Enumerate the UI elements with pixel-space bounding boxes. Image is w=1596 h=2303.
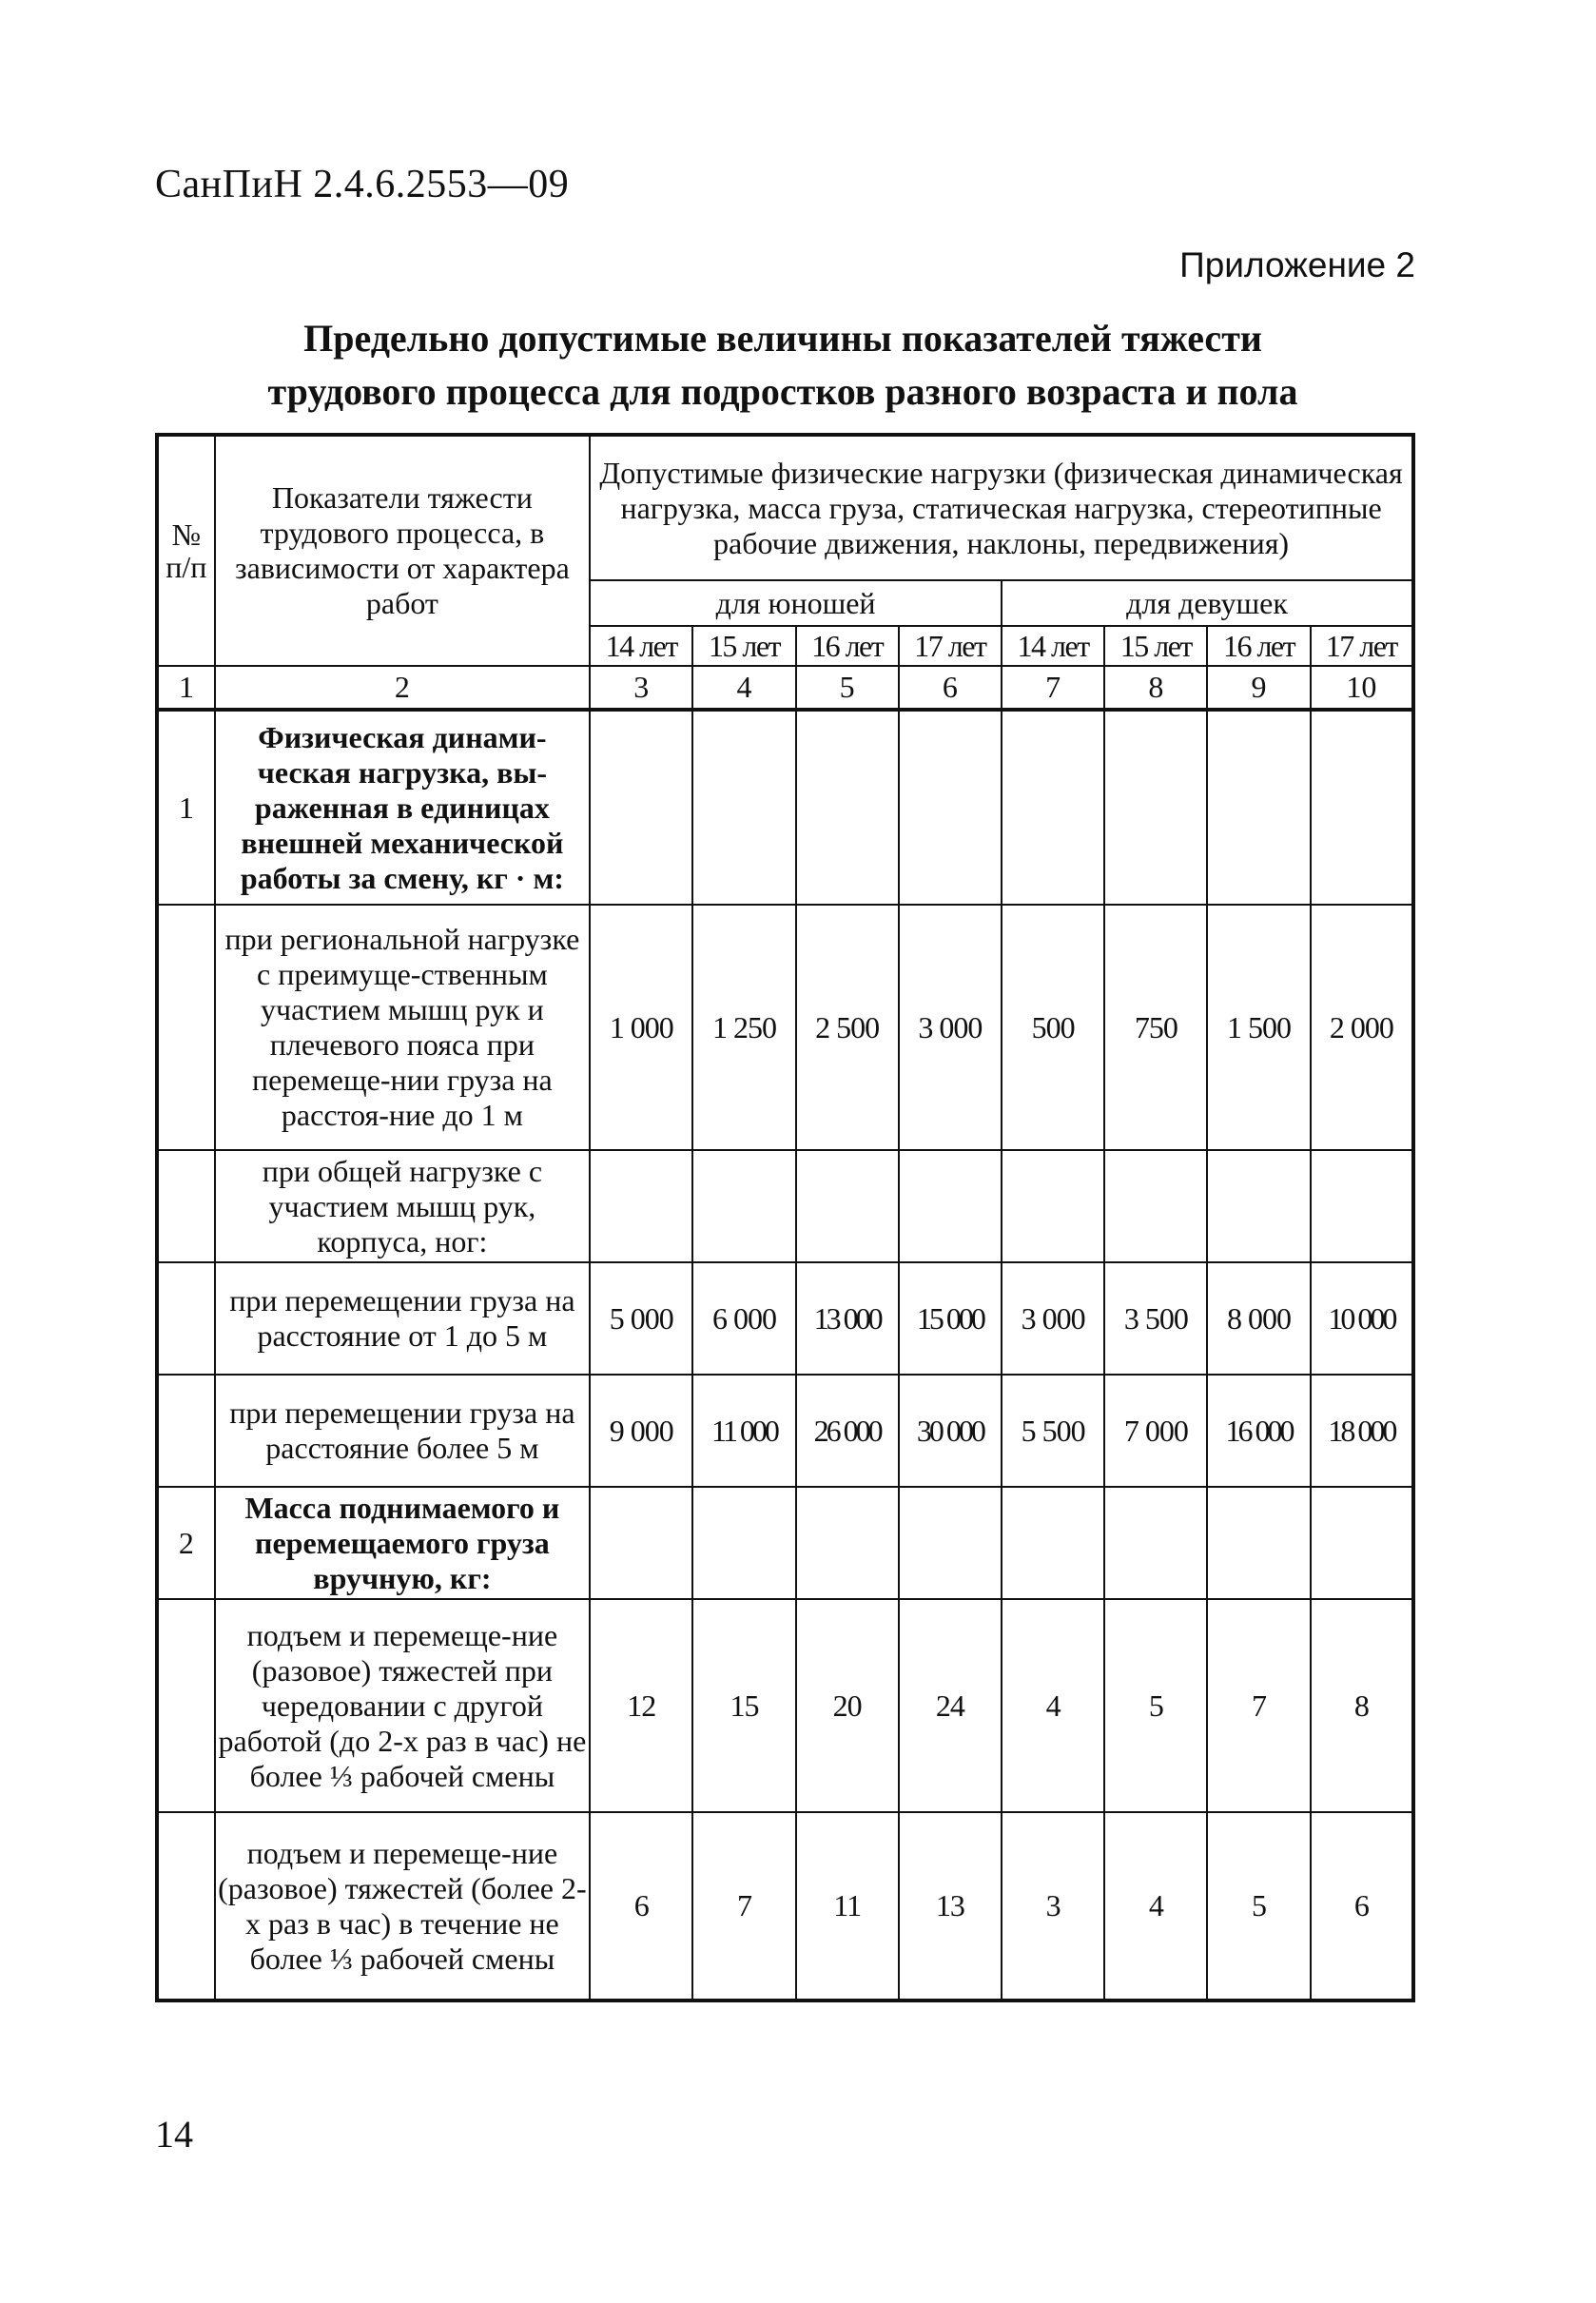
value-cell <box>796 1487 899 1599</box>
value-cell: 20 <box>796 1599 899 1812</box>
table-row <box>157 1150 1413 1262</box>
value-cell: 26 000 <box>796 1375 899 1487</box>
value-cell <box>1207 710 1310 905</box>
value-cell <box>796 1150 899 1262</box>
value-cell: 3 <box>1002 1812 1104 2000</box>
value-cell: 10 000 <box>1311 1262 1413 1375</box>
value-cell: 1 500 <box>1207 905 1310 1150</box>
row-number <box>157 1812 215 2000</box>
column-number: 9 <box>1207 666 1310 710</box>
value-cell: 3 500 <box>1104 1262 1207 1375</box>
value-cell: 2 000 <box>1311 905 1413 1150</box>
value-cell: 11 000 <box>692 1375 795 1487</box>
value-cell: 15 <box>692 1599 795 1812</box>
value-cell <box>1311 710 1413 905</box>
value-cell: 8 <box>1311 1599 1413 1812</box>
header-num: № п/п <box>157 435 215 666</box>
table-row <box>157 1812 1413 2000</box>
table-row <box>157 710 1413 905</box>
value-cell <box>899 1150 1002 1262</box>
column-number: 6 <box>899 666 1002 710</box>
header-age: 17 лет <box>899 626 1002 666</box>
value-cell: 7 <box>692 1812 795 2000</box>
value-cell: 5 <box>1104 1599 1207 1812</box>
value-cell <box>1104 710 1207 905</box>
value-cell: 12 <box>590 1599 692 1812</box>
header-boys: для юношей <box>590 580 1002 626</box>
value-cell: 5 500 <box>1002 1375 1104 1487</box>
value-cell <box>590 710 692 905</box>
indicator-cell: подъем и перемеще-ние (разовое) тяжестей (более 2-х раз в час) в течение не более ⅓ рабочей смены <box>215 1812 590 2000</box>
value-cell <box>692 1487 795 1599</box>
value-cell <box>1002 1150 1104 1262</box>
title-line-2: трудового процесса для подростков разного возраста и пола <box>267 370 1298 413</box>
header-indicators: Показатели тяжести трудового процесса, в зависимости от характера работ <box>215 435 590 666</box>
value-cell <box>692 1150 795 1262</box>
indicator-cell: Физическая динами-ческая нагрузка, вы-раженная в единицах внешней механической работы за смену, кг · м: <box>215 710 590 905</box>
value-cell <box>1311 1487 1413 1599</box>
indicator-cell: при перемещении груза на расстояние более 5 м <box>215 1375 590 1487</box>
value-cell: 1 250 <box>692 905 795 1150</box>
header-age: 16 лет <box>1207 626 1310 666</box>
value-cell <box>1002 710 1104 905</box>
value-cell <box>899 710 1002 905</box>
load-limits-table <box>155 433 1415 2002</box>
row-number <box>157 1150 215 1262</box>
indicator-cell: Масса поднимаемого и перемещаемого груза вручную, кг: <box>215 1487 590 1599</box>
value-cell: 11 <box>796 1812 899 2000</box>
value-cell: 4 <box>1104 1812 1207 2000</box>
value-cell <box>1002 1487 1104 1599</box>
value-cell: 13 000 <box>796 1262 899 1375</box>
value-cell <box>590 1150 692 1262</box>
value-cell: 750 <box>1104 905 1207 1150</box>
page-title <box>155 312 1411 419</box>
row-number <box>157 1599 215 1812</box>
value-cell: 5 <box>1207 1812 1310 2000</box>
row-number <box>157 905 215 1150</box>
value-cell: 7 000 <box>1104 1375 1207 1487</box>
row-number: 2 <box>157 1487 215 1599</box>
column-number: 5 <box>796 666 899 710</box>
value-cell: 5 000 <box>590 1262 692 1375</box>
value-cell <box>1207 1487 1310 1599</box>
column-number: 4 <box>692 666 795 710</box>
title-line-1: Предельно допустимые величины показателей тяжести <box>303 317 1262 360</box>
value-cell <box>590 1487 692 1599</box>
page-number: 14 <box>155 2113 193 2156</box>
value-cell: 30 000 <box>899 1375 1002 1487</box>
value-cell <box>1207 1150 1310 1262</box>
value-cell: 24 <box>899 1599 1002 1812</box>
table-row <box>157 905 1413 1150</box>
header-girls: для девушек <box>1002 580 1413 626</box>
value-cell <box>1311 1150 1413 1262</box>
column-number: 3 <box>590 666 692 710</box>
appendix-label: Приложение 2 <box>1179 245 1415 284</box>
column-number: 10 <box>1311 666 1413 710</box>
value-cell <box>1104 1487 1207 1599</box>
value-cell: 3 000 <box>899 905 1002 1150</box>
value-cell: 6 000 <box>692 1262 795 1375</box>
value-cell: 6 <box>590 1812 692 2000</box>
row-number <box>157 1262 215 1375</box>
indicator-cell: при региональной нагрузке с преимуще-ственным участием мышц рук и плечевого пояса при перемеще-нии груза на расстоя-ние до 1 м <box>215 905 590 1150</box>
value-cell: 6 <box>1311 1812 1413 2000</box>
header-age: 15 лет <box>1104 626 1207 666</box>
indicator-cell: при перемещении груза на расстояние от 1 до 5 м <box>215 1262 590 1375</box>
document-code: СанПиН 2.4.6.2553—09 <box>155 163 570 206</box>
indicator-cell: при общей нагрузке с участием мышц рук, корпуса, ног: <box>215 1150 590 1262</box>
value-cell <box>692 710 795 905</box>
table-row <box>157 1599 1413 1812</box>
row-number: 1 <box>157 710 215 905</box>
column-number: 8 <box>1104 666 1207 710</box>
value-cell: 500 <box>1002 905 1104 1150</box>
header-age: 14 лет <box>1002 626 1104 666</box>
value-cell: 9 000 <box>590 1375 692 1487</box>
value-cell <box>796 710 899 905</box>
table-row <box>157 1262 1413 1375</box>
header-age: 17 лет <box>1311 626 1413 666</box>
value-cell: 15 000 <box>899 1262 1002 1375</box>
column-number: 1 <box>157 666 215 710</box>
value-cell: 4 <box>1002 1599 1104 1812</box>
header-age: 16 лет <box>796 626 899 666</box>
indicator-cell: подъем и перемеще-ние (разовое) тяжестей при чередовании с другой работой (до 2-х раз в час) не более ⅓ рабочей смены <box>215 1599 590 1812</box>
table-row <box>157 1375 1413 1487</box>
column-number: 2 <box>215 666 590 710</box>
header-age: 15 лет <box>692 626 795 666</box>
column-number: 7 <box>1002 666 1104 710</box>
header-loads: Допустимые физические нагрузки (физическая динамическая нагрузка, масса груза, статическая нагрузка, стереотипные рабочие движения, наклоны, передвижения) <box>590 435 1413 580</box>
header-age: 14 лет <box>590 626 692 666</box>
value-cell: 7 <box>1207 1599 1310 1812</box>
table-row <box>157 1487 1413 1599</box>
value-cell: 3 000 <box>1002 1262 1104 1375</box>
value-cell: 16 000 <box>1207 1375 1310 1487</box>
row-number <box>157 1375 215 1487</box>
value-cell: 1 000 <box>590 905 692 1150</box>
value-cell: 18 000 <box>1311 1375 1413 1487</box>
value-cell: 13 <box>899 1812 1002 2000</box>
value-cell: 2 500 <box>796 905 899 1150</box>
value-cell: 8 000 <box>1207 1262 1310 1375</box>
value-cell <box>1104 1150 1207 1262</box>
value-cell <box>899 1487 1002 1599</box>
